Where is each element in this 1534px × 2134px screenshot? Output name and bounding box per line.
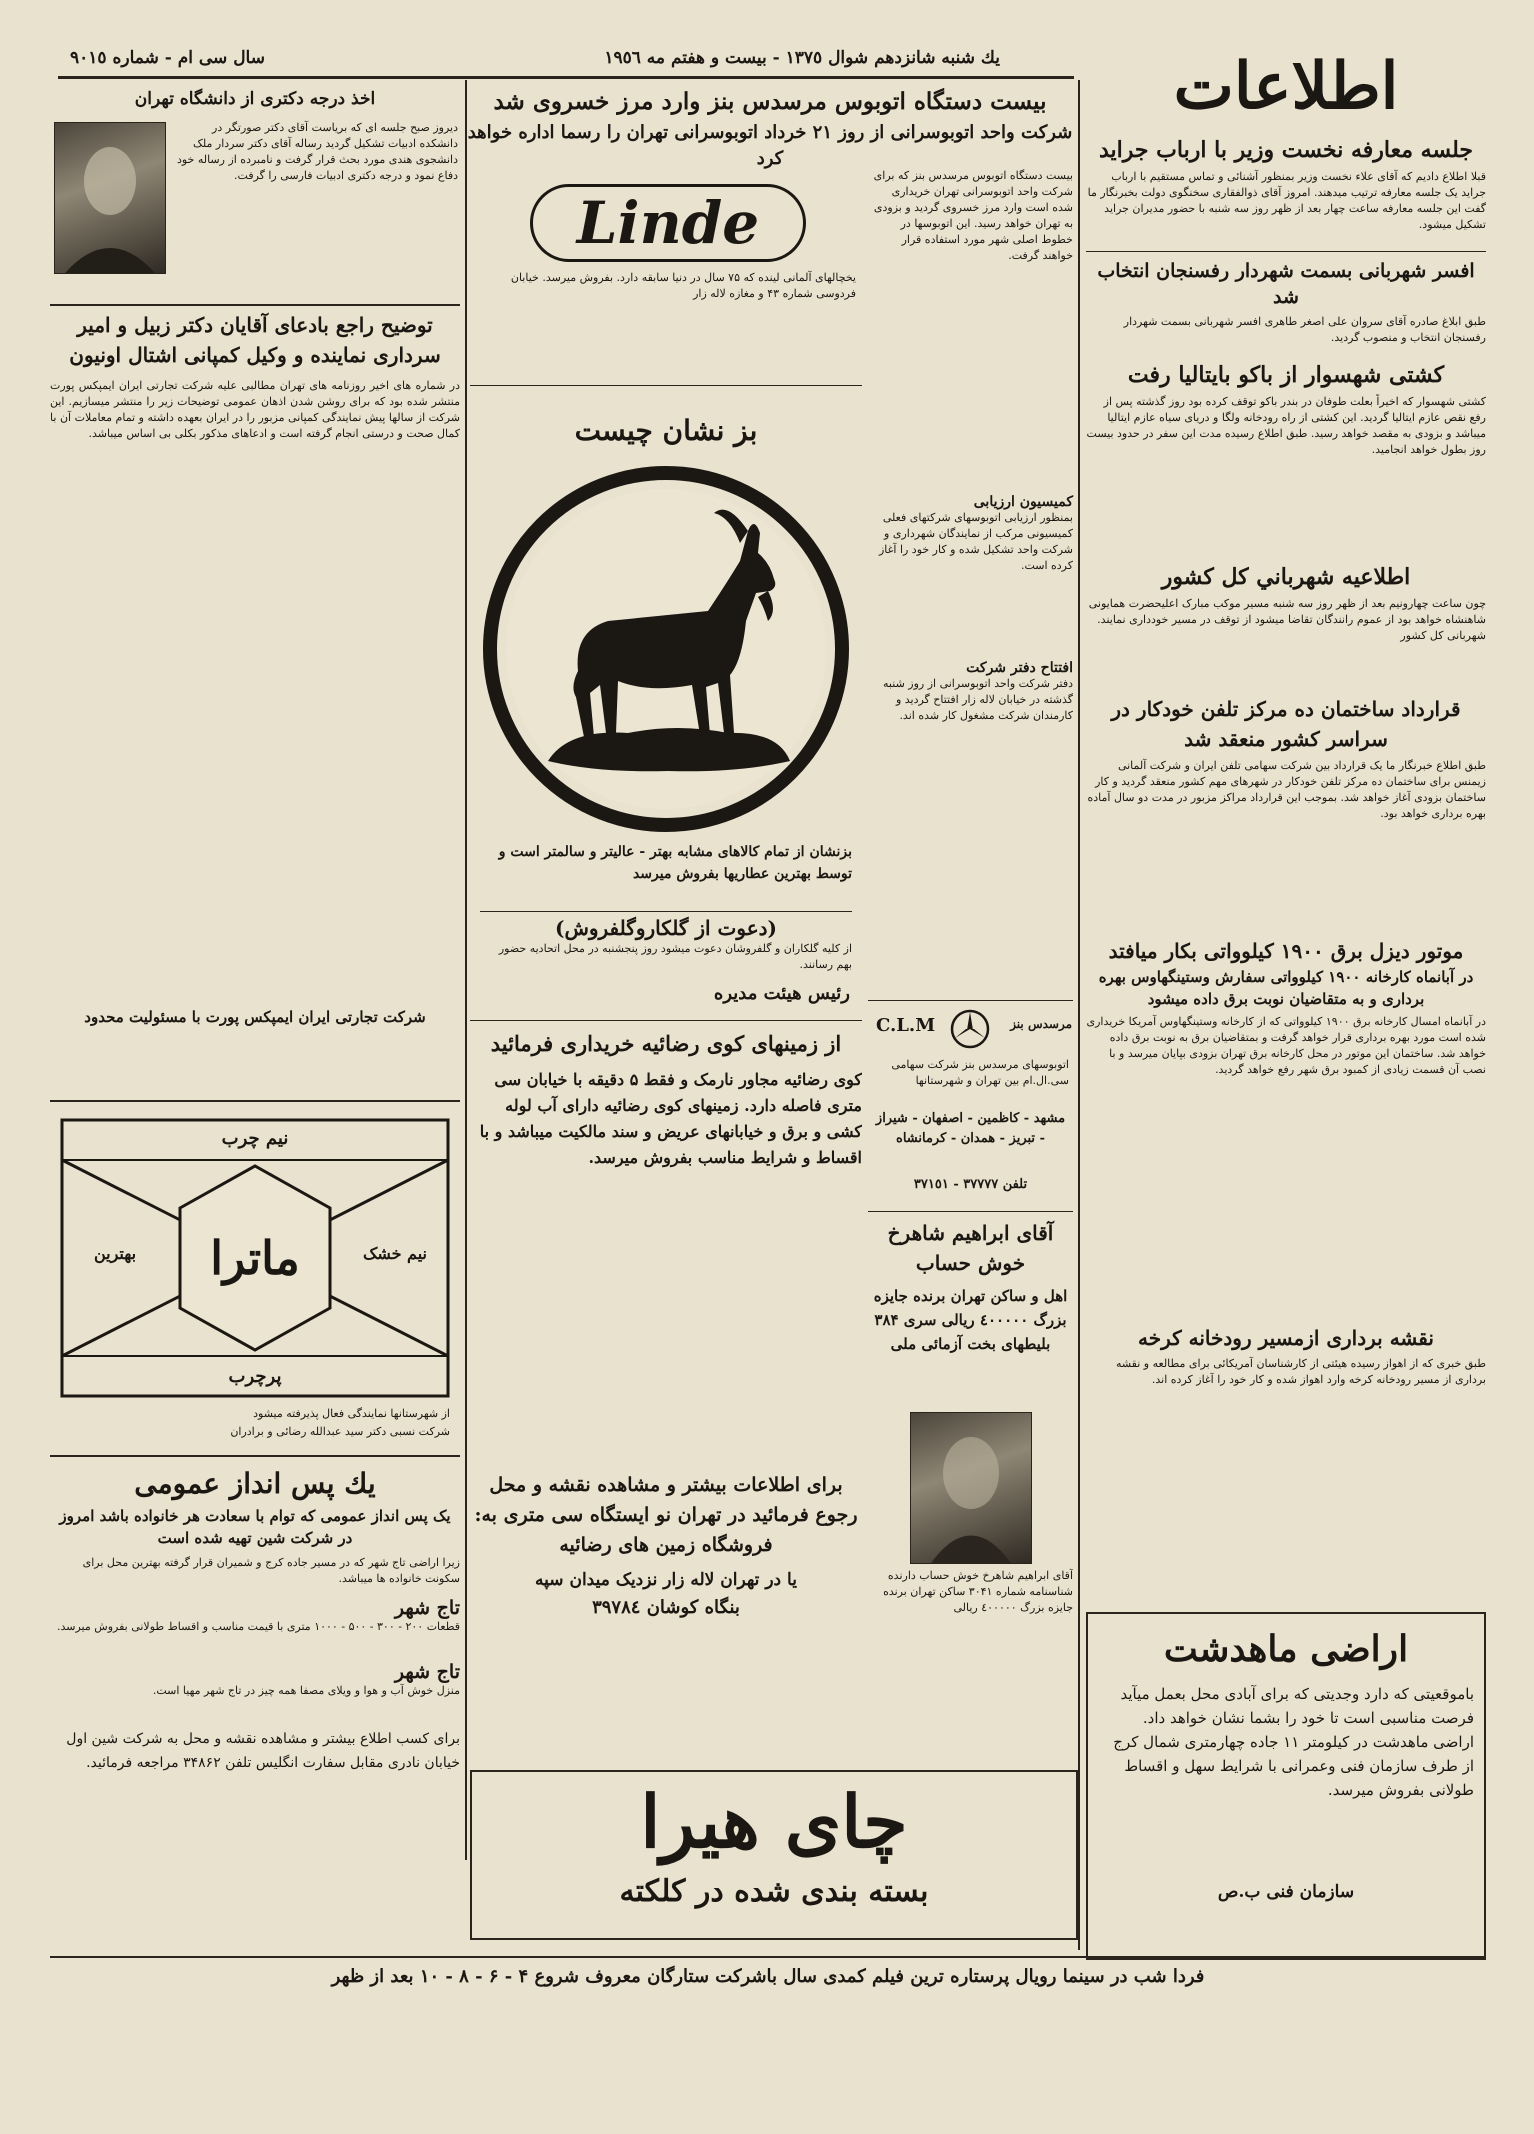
ad-kuy-rezaieh — [470, 1020, 862, 1461]
tajshahr-heading-2: تاج شهر — [394, 1661, 460, 1683]
linde-body: یخچالهای آلمانی لینده که ۷۵ سال در دنیا سابقه دارد. بفروش میرسد. خیابان فردوسی شماره ۴۳ و مغازه لاله زار — [510, 271, 856, 300]
winner-body: اهل و ساکن تهران برنده جایزه بزرگ ٤٠٠٠٠٠ ریالی سری ۳۸۴ بلیطهای بخت آزمائی ملی — [873, 1287, 1068, 1353]
mercedes-star-icon — [950, 1009, 990, 1049]
matra-top-label: نیم چرب — [221, 1128, 289, 1149]
article-clarification — [50, 310, 460, 1102]
ad-pasandaz — [50, 1455, 460, 1897]
masthead-rule — [58, 76, 1074, 79]
matra-note: از شهرستانها نمایندگی فعال پذیرفته میشود — [253, 1407, 450, 1420]
matra-bottom-label: پرچرب — [228, 1366, 282, 1387]
clm-brand: مرسدس بنز — [1010, 1017, 1072, 1031]
bottom-cinema-ad: فردا شب در سینما رویال پرستاره ترین فیلم کمدی سال باشرکت ستارگان معروف شروع ۴ - ۶ - ۸ - ۱۰ بعد از ظهر — [331, 1966, 1205, 1987]
tajshahr-contact: برای کسب اطلاع بیشتر و مشاهده نقشه و محل به شرکت شین اول خیابان نادری مقابل سفارت انگلیس تلفن ۳۴۸۶۲ مراجعه فرمائید. — [66, 1731, 460, 1771]
ad-mahdasht — [1086, 1612, 1486, 1960]
matra-signature: شرکت نسبی دکتر سید عبدالله رضائی و برادران — [230, 1425, 450, 1438]
ad-matra — [50, 1110, 460, 1450]
kuy-more-info: برای اطلاعات بیشتر و مشاهده نقشه و محل رجوع فرمائید در تهران نو ایستگاه سی متری به: فروشگاه زمین های رضائیه — [474, 1474, 858, 1556]
right-column — [1086, 135, 1486, 1468]
lottery-winner — [868, 1218, 1073, 1738]
ad-hira-tea — [470, 1770, 1078, 1940]
golfrush-body: از کلیه گلکاران و گلفروشان دعوت میشود روز پنجشنبه در محل اتحادیه حضور بهم رسانند. — [498, 942, 852, 971]
masthead-dateline: يك شنبه شانزدهم شوال ١٣٧٥ - بیست و هفتم مه ١٩٥٦ — [604, 48, 1000, 68]
article-telephone-title: قرارداد ساختمان ده مركز تلفن خودكار در سراسر كشور منعقد شد — [1111, 697, 1461, 751]
doctorate-body: دیروز صبح جلسه ای که بریاست آقای دکتر صورتگر در دانشکده ادبیات تشکیل گردید رساله آقای دکتر سردار ملک دانشجوی هندی مورد بحث قرار گرفت و نامبرده از رساله خود دفاع نمود و درجه دکتری ادبیات فارسی را گرفت. — [176, 121, 458, 182]
golfrush-title: (دعوت از گلکاروگلفروش) — [480, 911, 852, 940]
article-ship-body: کشتی شهسوار که اخیراً بعلت طوفان در بندر باکو توقف کرده بود روز گذشته پس از رفع نقص عازم ایتالیا گردید. این کشتی از راه رودخانه ولگا و دریای سیاه عازم ایتالیا میباشد و بزودی به مقصد خواهد رسید. طبق اطلاع رسیده مدت این سفر در حدود بیست روز بطول خواهد انجامید. — [1086, 395, 1486, 456]
article-karkheh-body: طبق خبری که از اهواز رسیده هیئتی از کارشناسان آمریکائی برای مطالعه و نقشه برداری از مسیر رودخانه کرخه وارد اهواز شده و کار خود را آغاز کرده اند. — [1115, 1357, 1486, 1386]
ad-mahdasht-footer: سازمان فنی ب.ص — [1217, 1882, 1355, 1902]
article-police-notice-body: چون ساعت چهارونیم بعد از ظهر روز سه شنبه مسیر موکب مبارک اعلیحضرت همایونی شاهنشاه خواهد بود از عموم رانندگان تقاضا میشود از توقف در مسیر خودداری نمایند. شهربانی کل کشور — [1088, 597, 1486, 642]
golfrush-signature: رئیس هیئت مدیره — [713, 983, 850, 1004]
goat-emblem — [478, 461, 854, 837]
article-police-officer-title: افسر شهربانی بسمت شهردار رفسنجان انتخاب شد — [1086, 251, 1486, 310]
matra-logo: ماترا — [210, 1231, 300, 1285]
tajshahr-body-1: قطعات ۲۰۰ - ۳۰۰ - ۵۰۰ - ۱۰۰۰ متری با قیمت مناسب و اقساط طولانی بفروش میرسد. — [57, 1620, 460, 1633]
kuy-title: از زمینهای کوی رضائیه خریداری فرمائید — [490, 1031, 842, 1056]
matra-left-label: بهترین — [93, 1244, 137, 1263]
kuy-address: یا در تهران لاله زار نزدیک میدان سپه — [535, 1570, 797, 1590]
bus-story-body — [868, 168, 1073, 980]
bus-subhead: شرکت واحد اتوبوسرانی از روز ۲۱ خرداد اتوبوسرانی تهران را رسما اداره خواهد کرد — [467, 122, 1073, 169]
kuy-body: کوی رضائیه مجاور نارمک و فقط ۵ دقیقه با خیابان سی متری فاصله دارد. زمینهای کوی رضائیه دارای آب لوله کشی و برق و خیابانهای عریض و سند مالکیت میباشد و با اقساط و شرایط مناسب بفروش میرسد. — [479, 1070, 862, 1167]
masthead-issue: سال سی ام - شماره ٩٠١٥ — [70, 48, 265, 68]
column-rule-left — [465, 80, 467, 1860]
clarification-title: توضیح راجع بادعای آقایان دکتر زبیل و امیر سرداری نماینده و وکیل کمپانی اشتال اونیون — [69, 313, 441, 367]
kuy-phone: بنگاه کوشان ٣٩٧٨٤ — [592, 1597, 740, 1618]
pasandaz-body: زیرا اراضی تاج شهر که در مسیر جاده کرج و شمیران قرار گرفته بهترین محل برای سکونت خانواده ها میباشد. — [82, 1556, 460, 1585]
clm-phone: تلفن ٣٧٧٧٧ - ٣٧١٥١ — [913, 1177, 1028, 1192]
doctorate-photo — [54, 122, 166, 274]
winner-caption: آقای ابراهیم شاهرخ خوش حساب دارنده شناسنامه شماره ۳۰۴۱ ساکن تهران برنده جایزه بزرگ ٤٠٠٠٠٠ ریالی — [883, 1569, 1073, 1614]
doctorate-title: اخذ درجه دكتری از دانشگاه تهران — [134, 89, 376, 109]
ad-clm — [868, 1000, 1073, 1212]
article-press-meeting-title: جلسه معارفه نخست وزير با ارباب جرايد — [1099, 137, 1473, 163]
ad-mahdasht-body: باموقعیتی که دارد وجدیتی که برای آبادی محل بعمل میآید فرصت مناسبی است تا خود را بشما نشان خواهد داد. اراضی ماهدشت در کیلومتر ۱۱ جاده چهارمتری شمال کرج از طرف سازمان فنی وعمرانی با شرایط سهل و اقساط طولانی بفروش میرسد. — [1113, 1685, 1474, 1799]
masthead-logo: اطلاعات — [1173, 49, 1399, 124]
clm-logo: C.L.M — [876, 1015, 936, 1036]
ad-mahdasht-title: اراضی ماهدشت — [1163, 1628, 1409, 1670]
article-karkheh-title: نقشه برداری ازمسیر رودخانه كرخه — [1138, 1326, 1434, 1350]
article-diesel-title: موتور دیزل برق ١٩٠٠ كیلوواتی بكار میافتد — [1108, 939, 1464, 963]
bus-body-2: بمنظور ارزیابی اتوبوسهای شرکتهای فعلی کمیسیونی مرکب از نمایندگان شهرداری و شرکت واحد تشکیل شده و کار خود را آغاز کرده است. — [878, 511, 1073, 572]
article-diesel-subtitle: در آبانماه کارخانه ۱۹۰۰ کیلوواتی سفارش وستینگهاوس بهره برداری و به متقاضیان نوبت برق داده میشود — [1098, 968, 1474, 1008]
matra-right-label: نیم خشک — [363, 1244, 427, 1263]
clm-text: اتوبوسهای مرسدس بنز شرکت سهامی سی.ال.ام بین تهران و شهرستانها — [891, 1058, 1069, 1087]
pasandaz-title: يك پس انداز عمومی — [134, 1467, 376, 1500]
tea-title: چای هیرا — [640, 1779, 908, 1864]
article-press-meeting-body: قبلا اطلاع دادیم که آقای علاء نخست وزیر بمنظور آشنائی و تماس مستقیم با ارباب جراید یک جلسه معارفه ترتیب میدهند. امروز آقای ذوالفقاری سخنگوی دولت بخبرنگار ما گفت این جلسه معارفه ساعت چهار بعد از ظهر روز سه شنبه با حضور مدیران جراید تشکیل میشود. — [1087, 170, 1486, 231]
linde-logo: Linde — [576, 189, 760, 257]
goat-caption: بزنشان از تمام کالاهای مشابه بهتر - عالیتر و سالمتر است و توسط بهترین عطاریها بفروش میرسد — [498, 844, 852, 882]
article-doctorate — [50, 86, 460, 306]
bus-body-3: دفتر شرکت واحد اتوبوسرانی از روز شنبه گذشته در خیابان لاله زار افتتاح گردید و کارمندان شرکت مشغول کار شده اند. — [883, 677, 1073, 722]
article-diesel-body: در آبانماه امسال کارخانه برق ۱۹۰۰ کیلوواتی که از کارخانه وستینگهاوس آمریکا خریداری شده است مورد بهره برداری قرار خواهد گرفت و بمتقاضیان برق به نوبت برق داده خواهد شد. ساختمان این موتور در محل کارخانه برق تهران بزودی بپایان میرسد و با نصب آن قسمت زیادی از کمبود برق شهر رفع خواهد گردید. — [1086, 1015, 1486, 1076]
article-ship-title: كشتی شهسوار از باكو بایتالیا رفت — [1127, 362, 1445, 388]
clm-routes: مشهد - کاظمین - اصفهان - شیراز - تبریز - همدان - کرمانشاه — [875, 1111, 1066, 1146]
kuy-contact — [470, 1470, 862, 1622]
article-police-officer-body: طبق ابلاغ صادره آقای سروان علی اصغر طاهری افسر شهربانی بسمت شهردار رفسنجان انتخاب و منصوب گردید. — [1123, 315, 1486, 344]
article-telephone-body: طبق اطلاع خبرنگار ما یک قرارداد بین شرکت سهامی تلفن ایران و شرکت آلمانی زیمنس برای ساختمان ده مرکز تلفن خودکار در شهرهای مهم کشور منعقد گردید و کار ساختمان بزودی آغاز خواهد شد. بموجب این قرارداد مراکز مزبور در مدت دو سال آماده بهره برداری خواهد بود. — [1087, 759, 1486, 820]
column-rule-right — [1078, 80, 1080, 1950]
ad-linde — [470, 170, 862, 386]
goat-title: بز نشان چیست — [574, 414, 758, 447]
tajshahr-body-2: منزل خوش آب و هوا و ویلای مصفا همه چیز در تاج شهر مهیا است. — [152, 1684, 460, 1697]
bus-sub-assessment: کمیسیون ارزیابی — [973, 494, 1073, 510]
bus-headline: بیست دستگاه اتوبوس مرسدس بنز وارد مرز خسروی شد — [493, 88, 1047, 115]
clarification-signature: شرکت تجارتی ایران ایمپکس پورت با مسئولیت محدود — [84, 1008, 426, 1026]
ad-goat — [470, 395, 862, 1015]
winner-title: آقای ابراهیم شاهرخ خوش حساب — [887, 1221, 1054, 1275]
bus-story — [465, 86, 1075, 172]
winner-photo — [910, 1412, 1032, 1564]
tea-subtitle: بسته بندی شده در کلکته — [619, 1874, 929, 1909]
bottom-rule — [50, 1956, 1486, 1958]
bus-body-1: بیست دستگاه اتوبوس مرسدس بنز که برای شرکت واحد اتوبوسرانی تهران خریداری شده است وارد مرز خسروی گردید و بزودی به تهران خواهد رسید. این اتوبوسها در خطوط اصلی شهر مورد استفاده قرار خواهند گرفت. — [873, 169, 1073, 262]
article-police-notice-title: اطلاعيه شهرباني كل كشور — [1161, 564, 1411, 590]
clarification-body: در شماره های اخیر روزنامه های تهران مطالبی علیه شرکت تجارتی ایران ایمپکس پورت منتشر شده بود که برای روشن شدن اذهان عمومی توضیحات زیر را منتشر میسازیم. این شرکت از سالها پیش نمایندگی کمپانی مزبور را در ایران بعهده داشته و تمام معاملات آن با کمال صحت و درستی انجام گرفته است و ادعاهای مذکور بکلی بی اساس میباشد. — [50, 379, 460, 440]
tajshahr-heading-1: تاج شهر — [394, 1597, 460, 1619]
pasandaz-subtitle: یک پس انداز عمومی که توام با سعادت هر خانواده باشد امروز در شرکت شین تهیه شده است — [59, 1507, 451, 1547]
bus-sub-office: افتتاح دفتر شركت — [966, 660, 1073, 676]
